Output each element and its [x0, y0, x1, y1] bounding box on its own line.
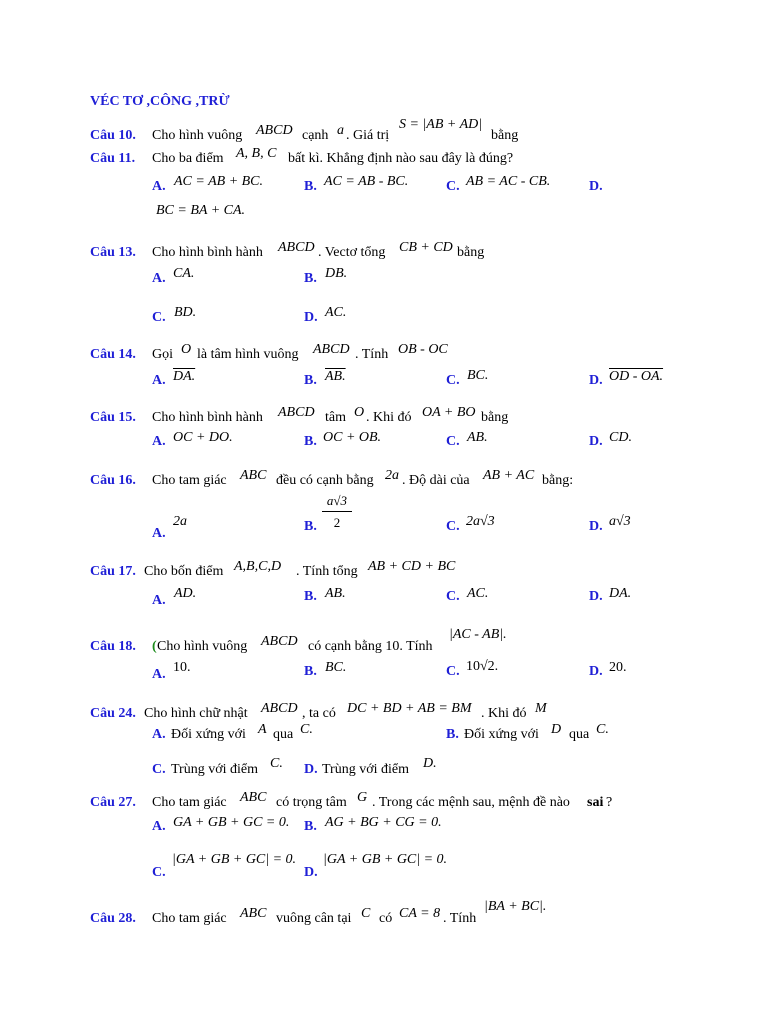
question-10-text-4: bằng — [491, 128, 519, 143]
question-27-math-1: ABC — [240, 790, 267, 805]
question-11-option-c: AB = AC - CB. — [466, 174, 551, 189]
question-27-bold-word: sai — [587, 795, 604, 810]
question-16-math-2: 2a — [385, 468, 399, 483]
question-18-text-2: có cạnh bằng 10. Tính — [308, 639, 433, 654]
question-16-option-b-letter: B. — [304, 519, 317, 534]
question-18-option-a: 10. — [173, 660, 191, 675]
question-18-option-b-letter: B. — [304, 664, 317, 679]
question-14-option-c-letter: C. — [446, 373, 460, 388]
question-27-option-d: |GA + GB + GC| = 0. — [323, 852, 448, 867]
question-17-option-b: AB. — [325, 586, 346, 601]
question-13-text-1: Cho hình bình hành — [152, 245, 263, 260]
question-15-math-1: ABCD — [278, 405, 315, 420]
question-14-text-3: . Tính — [355, 347, 389, 362]
question-13-math-2: CB + CD — [399, 240, 453, 255]
question-17-option-a-letter: A. — [152, 593, 166, 608]
question-28-math-2: C — [361, 906, 371, 921]
question-24-math-1: ABCD — [261, 701, 298, 716]
question-11-option-d: BC = BA + CA. — [156, 203, 246, 218]
question-24-option-a-math-2: C. — [300, 722, 313, 737]
question-27-option-d-letter: D. — [304, 865, 318, 880]
question-24-text-1: Cho hình chữ nhật — [144, 706, 248, 721]
question-18-option-b: BC. — [325, 660, 347, 675]
question-13-option-c-letter: C. — [152, 310, 166, 325]
question-15-option-b: OC + OB. — [323, 430, 382, 445]
question-14-math-1: O — [181, 342, 192, 357]
question-15-math-3: OA + BO — [422, 405, 476, 420]
question-10-expression: S = |AB + AD| — [399, 117, 483, 132]
question-24-option-c-text: Trùng với điểm — [171, 762, 259, 777]
question-18-option-c-letter: C. — [446, 664, 460, 679]
question-24-option-b-math: D — [551, 722, 562, 737]
question-10-math-2: a — [337, 123, 344, 138]
question-10-text-2: cạnh — [302, 128, 329, 143]
question-14-option-b: AB. — [325, 369, 346, 384]
question-28-text-2: vuông cân tại — [276, 911, 352, 926]
question-24-text-3: . Khi đó — [481, 706, 527, 721]
question-13-text-2: . Vectơ tổng — [318, 245, 386, 260]
question-24-label: Câu 24. — [90, 706, 136, 721]
question-13-math-1: ABCD — [278, 240, 315, 255]
question-11-option-c-letter: C. — [446, 179, 460, 194]
question-24-option-a-text: Đối xứng với — [171, 727, 246, 742]
question-15-option-c: AB. — [467, 430, 488, 445]
question-28-math-4: |BA + BC|. — [484, 899, 547, 914]
question-24-option-d-math: D. — [423, 756, 437, 771]
question-28-math-3: CA = 8 — [399, 906, 441, 921]
question-15-math-2: O — [354, 405, 365, 420]
question-16-option-c: 2a√3 — [466, 514, 495, 529]
question-14-option-b-letter: B. — [304, 373, 317, 388]
question-27-text-4: ? — [606, 795, 613, 810]
question-17-text-2: . Tính tổng — [296, 564, 358, 579]
question-14-text-2: là tâm hình vuông — [197, 347, 299, 362]
question-18-option-d-letter: D. — [589, 664, 603, 679]
question-27-label: Câu 27. — [90, 795, 136, 810]
question-24-option-b-math-2: C. — [596, 722, 609, 737]
question-27-text-2: có trọng tâm — [276, 795, 347, 810]
question-16-math-1: ABC — [240, 468, 267, 483]
question-11-option-d-letter: D. — [589, 179, 603, 194]
question-27-option-a: GA + GB + GC = 0. — [173, 815, 290, 830]
question-24-option-c-math: C. — [270, 756, 283, 771]
question-17-option-b-letter: B. — [304, 589, 317, 604]
question-27-option-b-letter: B. — [304, 819, 317, 834]
question-16-label: Câu 16. — [90, 473, 136, 488]
question-14-math-3: OB - OC — [398, 342, 448, 357]
question-13-option-b: DB. — [325, 266, 348, 281]
question-10-text-1: Cho hình vuông — [152, 128, 243, 143]
question-15-option-d-letter: D. — [589, 434, 603, 449]
question-13-option-d-letter: D. — [304, 310, 318, 325]
question-28-math-1: ABC — [240, 906, 267, 921]
question-11-option-a: AC = AB + BC. — [174, 174, 264, 189]
question-18-text-1: Cho hình vuông — [157, 639, 248, 654]
question-24-option-c-letter: C. — [152, 762, 166, 777]
question-16-option-b-fraction — [322, 493, 352, 531]
question-15-option-c-letter: C. — [446, 434, 460, 449]
question-15-option-a-letter: A. — [152, 434, 166, 449]
question-16-math-3: AB + AC — [483, 468, 535, 483]
question-17-label: Câu 17. — [90, 564, 136, 579]
question-11-text-2: bất kì. Khẳng định nào sau đây là đúng? — [288, 151, 514, 166]
question-10-label: Câu 10. — [90, 128, 136, 143]
question-24-option-a-text-2: qua — [273, 727, 294, 742]
question-16-text-2: đều có cạnh bằng — [276, 473, 374, 488]
question-15-option-d: CD. — [609, 430, 632, 445]
question-28-label: Câu 28. — [90, 911, 136, 926]
question-14-option-d-letter: D. — [589, 373, 603, 388]
question-13-text-3: bằng — [457, 245, 485, 260]
question-15-label: Câu 15. — [90, 410, 136, 425]
question-27-option-c: |GA + GB + GC| = 0. — [172, 852, 297, 867]
question-17-text-1: Cho bốn điểm — [144, 564, 224, 579]
question-18-option-d: 20. — [609, 660, 627, 675]
question-17-math-2: AB + CD + BC — [368, 559, 456, 574]
question-18-option-c: 10√2. — [466, 659, 499, 674]
question-17-option-a: AD. — [174, 586, 197, 601]
question-18-math-1: ABCD — [261, 634, 298, 649]
question-28-text-3: có — [379, 911, 393, 926]
question-16-text-3: . Độ dài của — [402, 473, 470, 488]
question-17-option-c: AC. — [467, 586, 489, 601]
question-24-text-2: , ta có — [302, 706, 336, 721]
question-17-math-1: A,B,C,D — [234, 559, 282, 574]
question-13-option-a-letter: A. — [152, 271, 166, 286]
question-16-option-a: 2a — [173, 514, 187, 529]
question-14-label: Câu 14. — [90, 347, 136, 362]
question-15-text-3: . Khi đó — [366, 410, 412, 425]
question-16-text-1: Cho tam giác — [152, 473, 227, 488]
fraction-denominator: 2 — [333, 515, 341, 530]
question-27-text-1: Cho tam giác — [152, 795, 227, 810]
question-11-text-1: Cho ba điểm — [152, 151, 224, 166]
question-27-option-b: AG + BG + CG = 0. — [325, 815, 442, 830]
question-15-text-4: bằng — [481, 410, 509, 425]
question-10-text-3: . Giá trị — [346, 128, 390, 143]
fraction-numerator: a√3 — [322, 493, 352, 512]
question-24-option-b-text: Đối xứng với — [464, 727, 539, 742]
question-13-option-d: AC. — [325, 305, 347, 320]
question-13-option-c: BD. — [174, 305, 197, 320]
question-16-text-4: bằng: — [542, 473, 574, 488]
question-14-option-a-letter: A. — [152, 373, 166, 388]
question-24-option-d-text: Trùng với điểm — [322, 762, 410, 777]
question-11-math-1: A, B, C — [236, 146, 277, 161]
question-17-option-c-letter: C. — [446, 589, 460, 604]
question-24-option-b-text-2: qua — [569, 727, 590, 742]
question-14-option-c: BC. — [467, 368, 489, 383]
question-24-option-a-letter: A. — [152, 727, 166, 742]
question-18-option-a-letter: A. — [152, 667, 166, 682]
question-17-option-d-letter: D. — [589, 589, 603, 604]
question-17-option-d: DA. — [609, 586, 632, 601]
question-27-option-c-letter: C. — [152, 865, 166, 880]
question-10-math-1: ABCD — [256, 123, 293, 138]
question-28-text-4: . Tính — [443, 911, 477, 926]
question-15-text-2: tâm — [325, 410, 346, 425]
page-title: VÉC TƠ ,CÔNG ,TRỪ — [90, 94, 230, 109]
question-13-label: Câu 13. — [90, 245, 136, 260]
question-27-math-2: G — [357, 790, 368, 805]
question-14-option-a: DA. — [173, 369, 196, 384]
question-16-option-a-letter: A. — [152, 526, 166, 541]
question-16-option-d-letter: D. — [589, 519, 603, 534]
question-11-option-b: AC = AB - BC. — [324, 174, 409, 189]
question-28-text-1: Cho tam giác — [152, 911, 227, 926]
question-24-option-d-letter: D. — [304, 762, 318, 777]
question-13-option-b-letter: B. — [304, 271, 317, 286]
question-18-label: Câu 18. — [90, 639, 136, 654]
question-14-text-1: Gọi — [152, 347, 173, 362]
question-15-text-1: Cho hình bình hành — [152, 410, 263, 425]
question-15-option-b-letter: B. — [304, 434, 317, 449]
question-11-option-a-letter: A. — [152, 179, 166, 194]
question-13-option-a: CA. — [173, 266, 195, 281]
question-24-option-a-math: A — [258, 722, 267, 737]
question-27-option-a-letter: A. — [152, 819, 166, 834]
question-14-option-d: OD - OA. — [609, 369, 664, 384]
question-11-label: Câu 11. — [90, 151, 136, 166]
question-18-paren: ( — [152, 639, 157, 654]
question-16-option-d: a√3 — [609, 514, 631, 529]
question-24-math-2: DC + BD + AB = BM — [347, 701, 472, 716]
question-16-option-c-letter: C. — [446, 519, 460, 534]
question-24-math-3: M — [535, 701, 547, 716]
question-14-math-2: ABCD — [313, 342, 350, 357]
question-24-option-b-letter: B. — [446, 727, 459, 742]
question-18-math-2: |AC - AB|. — [449, 627, 507, 642]
question-27-text-3: . Trong các mệnh sau, mệnh đề nào — [372, 795, 570, 810]
question-11-option-b-letter: B. — [304, 179, 317, 194]
question-15-option-a: OC + DO. — [173, 430, 233, 445]
